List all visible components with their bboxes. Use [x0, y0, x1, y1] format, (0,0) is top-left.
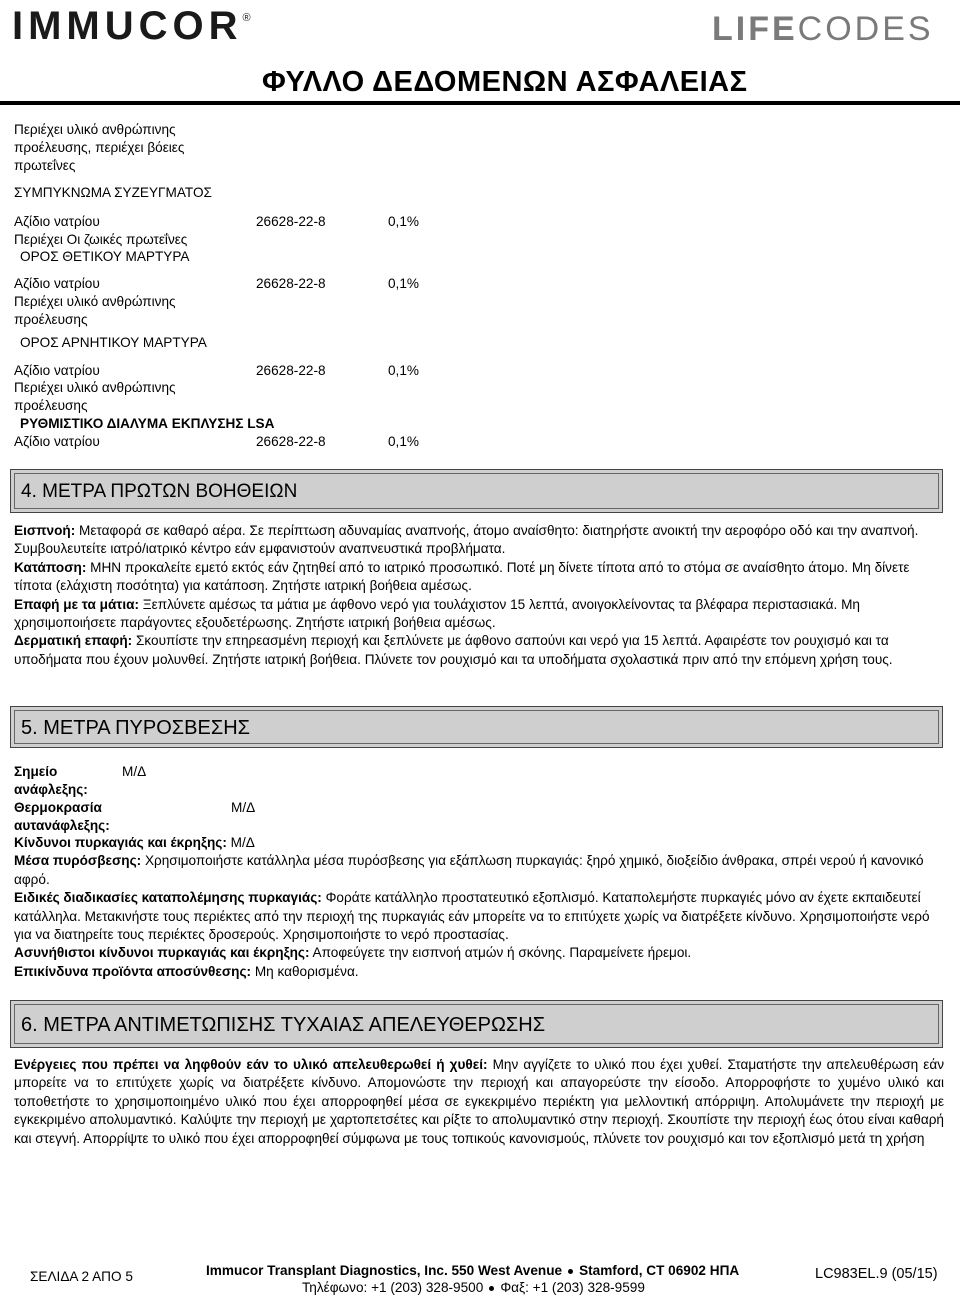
component-note: προέλευσης — [14, 312, 88, 327]
decomposition-products-text: Μη καθορισμένα. — [251, 963, 359, 979]
fire-hazards-item — [14, 834, 944, 852]
component-cas: 26628-22-8 — [256, 363, 326, 378]
decomposition-products-label: Επικίνδυνα προϊόντα αποσύνθεσης: — [14, 963, 252, 979]
contact-line: Τηλέφωνο: +1 (203) 328-9500 Φαξ: +1 (203) 328-9599 — [302, 1280, 645, 1295]
header-divider — [0, 101, 960, 105]
intro-line-3: πρωτεΐνες — [14, 158, 76, 173]
section-4-banner — [10, 469, 943, 513]
component-cas: 26628-22-8 — [256, 434, 326, 449]
section-5-banner — [10, 706, 943, 748]
component-percent: 0,1% — [388, 363, 419, 378]
company-address: Immucor Transplant Diagnostics, Inc. 550 West Avenue Stamford, CT 06902 ΗΠΑ — [206, 1263, 740, 1278]
document-code: LC983EL.9 (05/15) — [815, 1266, 938, 1282]
bullet-separator — [568, 1269, 573, 1274]
component-percent: 0,1% — [388, 276, 419, 291]
document-title: ΦΥΛΛΟ ΔΕΔΟΜΕΝΩΝ ΑΣΦΑΛΕΙΑΣ — [262, 66, 748, 98]
skin-contact-item — [14, 632, 944, 669]
fire-fighting-text — [14, 834, 944, 981]
component-name: Αζίδιο νατρίου — [14, 363, 100, 378]
inhalation-text: Μεταφορά σε καθαρό αέρα. Σε περίπτωση αδυναμίας αναπνοής, άτομο αναίσθητο: διατηρήστε ανοικτή την αεροφόρο οδό και την αναπνοή. Συμβουλευτείτε ιατρό/ιατρικό κέντρο εάν εμφανιστούν αναπνευστικά προβλήματα. — [14, 523, 919, 557]
component-note: προέλευσης — [14, 398, 88, 413]
decomposition-products-item — [14, 963, 944, 981]
extinguishing-media-text: Χρησιμοποιήστε κατάλληλα μέσα πυρόσβεσης για εξάπλωση πυρκαγιάς: ξηρό χημικό, διοξείδιο άνθρακα, σπρέι νερού ή κανονικό αφρό. — [14, 853, 924, 887]
component-percent: 0,1% — [388, 214, 419, 229]
special-procedures-text: Φοράτε κατάλληλο προστατευτικό εξοπλισμό. Καταπολεμήστε πυρκαγιές μόνο αν έχετε εκπαιδευτεί κατάλληλα. Μετακινήστε τους περιέκτες από την περιοχή της πυρκαγιάς εάν μπορείτε να το επιτύχετε χωρίς να διατρέξετε κίνδυνο. Χρησιμοποιήστε νερό για να διατηρείτε τους περιέκτες δροσερούς. Χρησιμοποιήστε το νερό προστασίας. — [14, 890, 930, 943]
component-cas: 26628-22-8 — [256, 214, 326, 229]
component-note: Περιέχει υλικό ανθρώπινης — [14, 294, 176, 309]
section-6-banner — [10, 1000, 943, 1048]
heading-conjugate: ΣΥΜΠΥΚΝΩΜΑ ΣΥΖΕΥΓΜΑΤΟΣ — [14, 185, 212, 200]
bullet-separator — [489, 1286, 494, 1291]
fire-hazards-value: Μ/Δ — [226, 835, 255, 850]
section-5-title: 5. ΜΕΤΡΑ ΠΥΡΟΣΒΕΣΗΣ — [21, 717, 250, 739]
skin-contact-text: Σκουπίστε την επηρεασμένη περιοχή και ξεπλύνετε με άφθονο σαπούνι και νερό για 15 λεπτά. Αφαιρέστε τον ρουχισμό και τα υποδήματα που έχουν μολυνθεί. Ζητήστε ιατρική βοήθεια. Πλύνετε τον ρουχισμό και τα υποδήματα σχολαστικά πριν από την επόμενη χρήση τους. — [14, 633, 893, 667]
unusual-hazards-label: Ασυνήθιστοι κίνδυνοι πυρκαγιάς και έκρηξης: — [14, 945, 310, 961]
flash-point-value: Μ/Δ — [122, 764, 147, 779]
first-aid-text — [14, 522, 944, 669]
intro-line-2: προέλευσης, περιέχει βόειες — [14, 140, 185, 155]
flash-point-label: Σημείο — [14, 764, 58, 779]
special-procedures-item — [14, 889, 944, 944]
fire-hazards-label: Κίνδυνοι πυρκαγιάς και έκρηξης: — [14, 835, 227, 850]
heading-negative-control: ΟΡΟΣ ΑΡΝΗΤΙΚΟΥ ΜΑΡΤΥΡΑ — [20, 335, 207, 350]
heading-wash-buffer: ΡΥΘΜΙΣΤΙΚΟ ΔΙΑΛΥΜΑ ΕΚΠΛΥΣΗΣ LSA — [20, 416, 275, 431]
ingestion-item — [14, 559, 944, 596]
skin-contact-label: Δερματική επαφή: — [14, 633, 133, 649]
autoignition-label: Θερμοκρασία — [14, 800, 102, 815]
accidental-release-label: Ενέργειες που πρέπει να ληφθούν εάν το υλικό απελευθερωθεί ή χυθεί: — [14, 1057, 488, 1072]
inhalation-item — [14, 522, 944, 559]
accidental-release-body: Μην αγγίζετε το υλικό που έχει χυθεί. Σταματήστε την απελευθέρωση εάν μπορείτε να το επιτύχετε χωρίς να διατρέξετε κίνδυνο. Απομονώστε την περιοχή και απαγορεύστε την είσοδο. Απορροφήστε το χυμένο υλικό και τοποθετήστε το χρησιμοποιημένο υλικό που έχει απορροφηθεί μέσα σε εγκεκριμένο περιέκτη για μελλοντική απόρριψη. Απολυμάνετε την περιοχή με εγκεκριμένο απολυμαντικό. Καλύψτε την περιοχή με χαρτοπετσέτες και ρίξτε το απολυμαντικό στην περιοχή. Σκουπίστε την περιοχή έως ότου είναι καθαρή και στεγνή. Απορρίψτε το υλικό που έχει απορροφηθεί σύμφωνα με τους τοπικούς κανονισμούς, πλύνετε τον ρουχισμό και τον εξοπλισμό μετά τη χρήση — [14, 1057, 944, 1146]
component-name: Αζίδιο νατρίου — [14, 276, 100, 291]
eye-contact-text: Ξεπλύνετε αμέσως τα μάτια με άφθονο νερό για τουλάχιστον 15 λεπτά, ανοιγοκλείνοντας τα βλέφαρα περιστασιακά. Μη χρησιμοποιήσετε παράγοντες εξουδετέρωσης. Ζητήστε ιατρική βοήθεια αμέσως. — [14, 596, 860, 631]
unusual-hazards-text: Αποφεύγετε την εισπνοή ατμών ή σκόνης. Παραμείνετε ήρεμοι. — [309, 945, 692, 961]
extinguishing-media-item — [14, 852, 944, 889]
ingestion-label: Κατάποση: — [14, 559, 87, 575]
ingestion-text: ΜΗΝ προκαλείτε εμετό εκτός εάν ζητηθεί από το ιατρικό προσωπικό. Ποτέ μη δίνετε τίποτα από το στόμα σε αναίσθητο άτομο. Μη δίνετε τίποτα (ελάχιστη ποσότητα) για κατάποση. Ζητήστε ιατρική βοήθεια αμέσως. — [14, 559, 910, 594]
special-procedures-label: Ειδικές διαδικασίες καταπολέμησης πυρκαγιάς: — [14, 890, 322, 906]
section-4-title: 4. ΜΕΤΡΑ ΠΡΩΤΩΝ ΒΟΗΘΕΙΩΝ — [21, 481, 298, 502]
heading-positive-control: ΟΡΟΣ ΘΕΤΙΚΟΥ ΜΑΡΤΥΡΑ — [20, 249, 190, 264]
component-name: Αζίδιο νατρίου — [14, 214, 100, 229]
inhalation-label: Εισπνοή: — [14, 523, 76, 538]
autoignition-value: Μ/Δ — [231, 800, 256, 815]
lifecodes-logo: LIFECODES — [712, 10, 934, 48]
immucor-logo: IMMUCOR® — [12, 4, 251, 48]
intro-line-1: Περιέχει υλικό ανθρώπινης — [14, 122, 176, 137]
section-6-title: 6. ΜΕΤΡΑ ΑΝΤΙΜΕΤΩΠΙΣΗΣ ΤΥΧΑΙΑΣ ΑΠΕΛΕΥΘΕΡΩΣΗΣ — [21, 1014, 546, 1036]
extinguishing-media-label: Μέσα πυρόσβεσης: — [14, 853, 142, 869]
eye-contact-label: Επαφή με τα μάτια: — [14, 596, 140, 612]
unusual-hazards-item — [14, 944, 944, 962]
page-number: ΣΕΛΙΔΑ 2 ΑΠΟ 5 — [30, 1269, 133, 1284]
eye-contact-item — [14, 596, 944, 633]
flash-point-label-2: ανάφλεξης: — [14, 782, 88, 797]
component-percent: 0,1% — [388, 434, 419, 449]
component-cas: 26628-22-8 — [256, 276, 326, 291]
component-note: Περιέχει Οι ζωικές πρωτεΐνες — [14, 232, 188, 247]
component-note: Περιέχει υλικό ανθρώπινης — [14, 380, 176, 395]
accidental-release-text — [14, 1056, 944, 1148]
component-name: Αζίδιο νατρίου — [14, 434, 100, 449]
autoignition-label-2: αυτανάφλεξης: — [14, 818, 110, 833]
